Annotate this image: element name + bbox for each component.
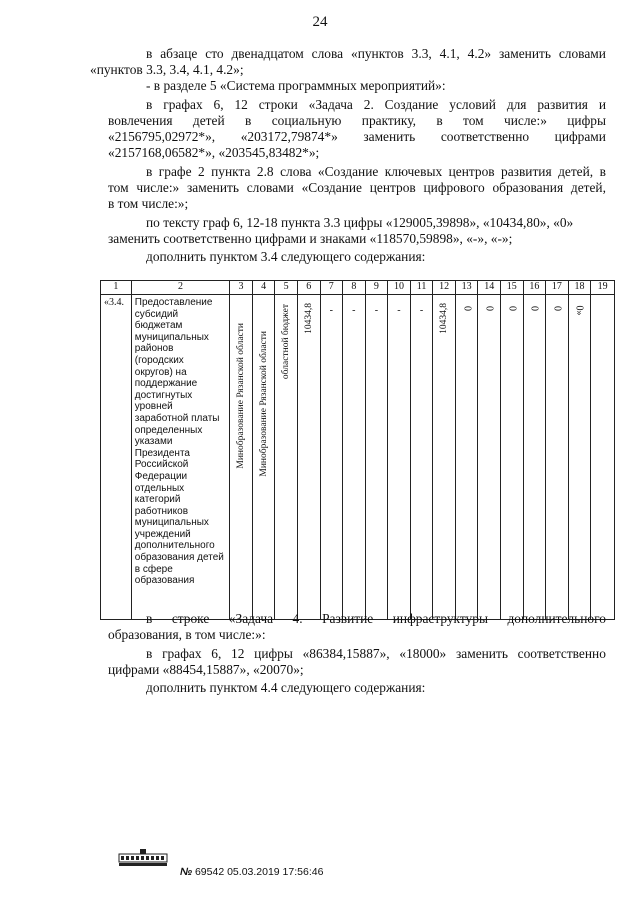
column-header: 17: [546, 281, 569, 295]
word: центров: [369, 180, 416, 195]
word: «2156795,02972*»,: [108, 129, 216, 144]
paragraph-line: заменить соответственно цифрами и знаками «118570,59898», «-», «-»;: [108, 231, 513, 246]
word: в: [245, 113, 252, 128]
paragraph-line: цифрами «88454,15887», «20070»;: [108, 662, 304, 677]
description-line: Российской: [134, 459, 189, 471]
word: «18000»: [399, 646, 447, 661]
year-value: 0: [461, 306, 473, 311]
year-cell: [591, 295, 615, 620]
word: практику,: [361, 113, 416, 128]
word: 4.1,: [439, 46, 460, 61]
description-line: образования детей: [134, 552, 224, 564]
word: том: [108, 180, 129, 195]
word: 6,: [213, 97, 224, 112]
year-cell: [546, 295, 569, 620]
executor-text: Минобразование Рязанской области: [236, 323, 247, 469]
word: двенадцатом: [231, 46, 304, 61]
word: абзаце: [160, 46, 198, 61]
column-header: 8: [343, 281, 366, 295]
word: дополнительного: [507, 611, 606, 626]
word: числе:»: [136, 180, 180, 195]
paragraph-line: [108, 611, 606, 627]
column-header: 16: [523, 281, 546, 295]
column-header: 11: [410, 281, 433, 295]
description-line: уровней: [134, 401, 173, 413]
word: словами: [558, 46, 606, 61]
year-value: 0: [528, 306, 540, 311]
word: строке: [171, 611, 210, 626]
description-line: Предоставление: [134, 297, 213, 308]
word: условий: [449, 97, 496, 112]
word: инфраструктуры: [392, 611, 488, 626]
description-line: категорий: [134, 494, 181, 506]
year-cell: [478, 295, 501, 620]
word: в: [146, 46, 153, 61]
year-value: -: [374, 305, 379, 316]
column-header: 12: [433, 281, 456, 295]
word: заменить: [363, 129, 416, 144]
program-table: [100, 280, 615, 620]
column-header: 9: [365, 281, 388, 295]
word: в: [146, 646, 153, 661]
year-value: -: [329, 305, 333, 316]
paragraph-line: образования, в том числе:»:: [108, 627, 266, 642]
paragraph-line: [108, 129, 606, 145]
word: Создание: [384, 97, 439, 112]
word: детей: [192, 113, 225, 128]
table-row: [101, 295, 615, 620]
word: заменить: [455, 646, 508, 661]
column-header: 1: [101, 281, 132, 295]
description-line: Президента: [134, 447, 190, 459]
word: графе: [158, 164, 192, 179]
document-number: 69542: [194, 866, 225, 878]
column-header: 15: [501, 281, 524, 295]
column-header: 5: [275, 281, 298, 295]
word: развития: [501, 164, 552, 179]
word: в: [436, 113, 443, 128]
description-line: дополнительного: [134, 540, 215, 552]
column-header: 13: [455, 281, 478, 295]
row-description: [131, 295, 229, 620]
paragraph-line: в том числе:»;: [108, 196, 189, 211]
word: 2.8: [256, 164, 274, 179]
description-line: бюджетам: [134, 320, 183, 332]
word: соответственно: [517, 646, 606, 661]
description-line: округов) на: [134, 366, 187, 378]
word: образования: [492, 180, 564, 195]
description-line: образования: [134, 575, 195, 587]
description-line: определенных: [134, 424, 203, 436]
year-value: 0: [483, 306, 495, 311]
word: цифрами: [554, 129, 606, 144]
word: пункта: [211, 164, 251, 179]
paragraph-line: дополнить пунктом 4.4 следующего содержания:: [146, 680, 426, 695]
column-header: 10: [388, 281, 411, 295]
year-value: -: [397, 305, 401, 316]
word: в: [146, 97, 153, 112]
year-value: 10434,8: [439, 303, 450, 334]
word: социальную: [271, 113, 342, 128]
year-cell: [433, 295, 456, 620]
word: 3.3,: [411, 46, 432, 61]
description-line: в сфере: [134, 563, 173, 575]
description-line: Федерации: [134, 470, 188, 482]
word: в: [146, 611, 153, 626]
year-cell: [410, 295, 433, 620]
word: сто: [205, 46, 224, 61]
paragraph-line: [108, 113, 606, 129]
word: слова: [280, 164, 312, 179]
word: цифры: [254, 646, 293, 661]
word: цифры: [567, 113, 606, 128]
description-line: субсидий: [134, 308, 179, 320]
year-value: 0»: [573, 305, 585, 316]
paragraph-line: [108, 97, 606, 113]
word: 4.: [292, 611, 303, 626]
total-value: 10434,8: [303, 303, 314, 334]
year-cell: [568, 295, 591, 620]
word: 6,: [211, 646, 222, 661]
page-number: 24: [312, 14, 328, 30]
word: 4.2»: [467, 46, 492, 61]
word: графах: [163, 97, 203, 112]
word: «Задача: [308, 97, 353, 112]
word: строки: [258, 97, 298, 112]
word: «пунктов: [351, 46, 404, 61]
word: том: [463, 113, 484, 128]
column-header: 3: [230, 281, 253, 295]
year-cell: [365, 295, 388, 620]
word: соответственно: [440, 129, 530, 144]
paragraph-line: «2157168,06582*», «203545,83482*»;: [108, 145, 320, 160]
description-line: заработной платы: [134, 412, 220, 424]
row-number: «3.4.: [101, 295, 132, 620]
word: «86384,15887»,: [302, 646, 390, 661]
executor-cell: [230, 295, 253, 620]
year-value: -: [352, 305, 356, 316]
word: «Создание: [301, 180, 362, 195]
word: детей,: [570, 180, 606, 195]
word: и: [598, 97, 606, 112]
document-datetime: 05.03.2019 17:56:46: [227, 866, 324, 878]
column-header: 18: [568, 281, 591, 295]
column-header: 19: [591, 281, 615, 295]
table-header-row: [101, 281, 615, 295]
word: в: [599, 164, 606, 179]
word: числе:»: [504, 113, 547, 128]
word: «203172,79874*»: [240, 129, 338, 144]
column-header: 6: [297, 281, 320, 295]
description-line: поддержание: [134, 378, 198, 390]
word: 2.: [363, 97, 374, 112]
description-line: муниципальных: [134, 331, 209, 343]
column-header: 4: [252, 281, 275, 295]
column-header: 14: [478, 281, 501, 295]
description-line: муниципальных: [134, 517, 209, 529]
upper-text: [90, 46, 606, 265]
word: графах: [162, 646, 202, 661]
document-registration: [180, 866, 323, 878]
column-header: 2: [131, 281, 229, 295]
executor-text: Минобразование Рязанской области: [258, 331, 269, 477]
description-line: учреждений: [134, 528, 191, 540]
year-value: 0: [506, 306, 518, 311]
word: в: [146, 164, 153, 179]
description-line: указами: [134, 436, 173, 448]
lower-text: [108, 611, 606, 696]
word: ключевых: [384, 164, 443, 179]
word: 12: [231, 646, 245, 661]
description-line: работников: [134, 505, 189, 517]
year-cell: [523, 295, 546, 620]
word: развития: [537, 97, 588, 112]
word: цифрового: [423, 180, 485, 195]
word: словами: [246, 180, 294, 195]
paragraph-line: [108, 46, 606, 62]
paragraph-line: [108, 646, 606, 662]
description-line: достигнутых: [134, 389, 193, 401]
paragraph-line: - в разделе 5 «Система программных мероприятий»:: [146, 78, 446, 93]
description-line: (городских: [134, 354, 184, 366]
total-cell: [297, 295, 320, 620]
word: центров: [448, 164, 495, 179]
word: «Задача: [228, 611, 274, 626]
word: «Создание: [317, 164, 379, 179]
word: заменить: [187, 180, 239, 195]
paragraph-line: дополнить пунктом 3.4 следующего содержания:: [146, 249, 426, 264]
description-line: отдельных: [134, 482, 185, 494]
word: 2: [197, 164, 205, 179]
word: заменить: [499, 46, 551, 61]
barcode-stamp-icon: [118, 848, 168, 868]
column-header: 7: [320, 281, 343, 295]
year-cell: [343, 295, 366, 620]
funding-source-cell: [275, 295, 298, 620]
word: детей,: [558, 164, 594, 179]
year-cell: [388, 295, 411, 620]
year-cell: [501, 295, 524, 620]
executor-cell: [252, 295, 275, 620]
paragraph-line: «пунктов 3.3, 3.4, 4.1, 4.2»;: [90, 62, 244, 77]
description-line: районов: [134, 343, 174, 355]
year-value: -: [419, 305, 424, 316]
year-cell: [455, 295, 478, 620]
word: вовлечения: [108, 113, 173, 128]
year-value: 0: [551, 306, 563, 311]
paragraph-line: [108, 180, 606, 196]
word: для: [506, 97, 527, 112]
word: слова: [311, 46, 344, 61]
number-sign: №: [180, 866, 193, 878]
word: 12: [234, 97, 248, 112]
paragraph-line: [108, 164, 606, 180]
paragraph-line: по тексту граф 6, 12-18 пункта 3.3 цифры «129005,39898», «10434,80», «0»: [146, 215, 574, 230]
year-cell: [320, 295, 343, 620]
funding-source-text: областной бюджет: [281, 303, 292, 379]
word: Развитие: [322, 611, 374, 626]
